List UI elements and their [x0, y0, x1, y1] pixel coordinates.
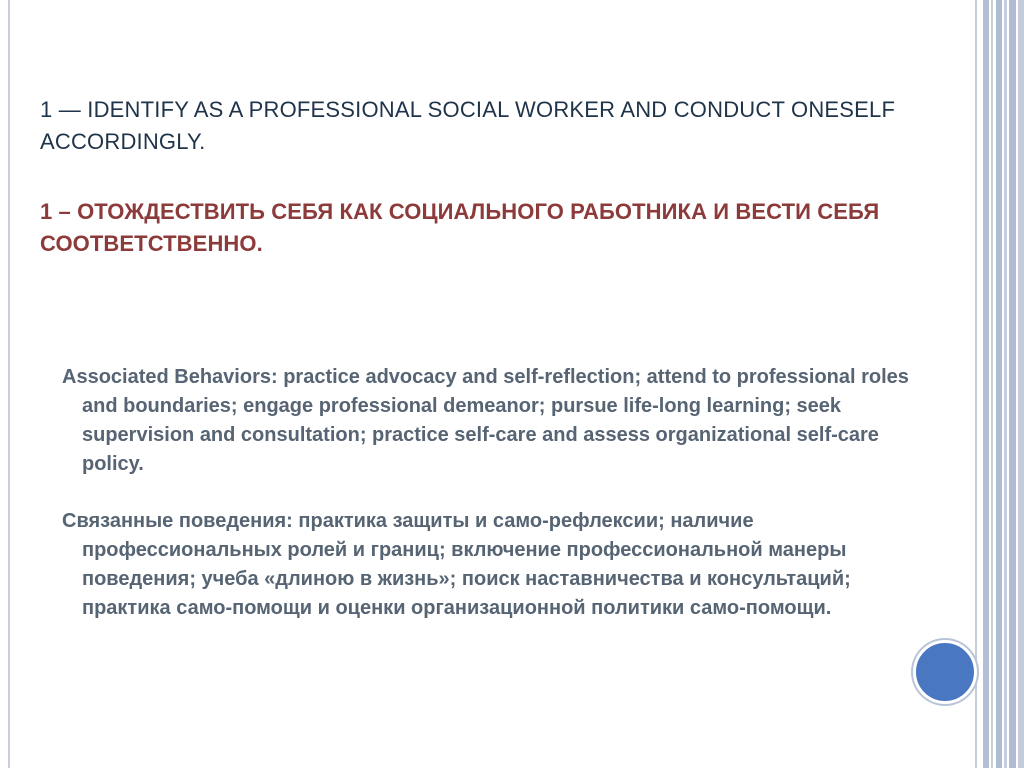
behaviors-english: Associated Behaviors: practice advocacy and self-reflection; attend to professional roles and boundaries; engage professional demeanor; pursue life-long learning; seek supervision and consultation; practice self-care and assess organizational self-care policy.: [62, 366, 909, 475]
title-russian: 1 – ОТОЖДЕСТВИТЬ СЕБЯ КАК СОЦИАЛЬНОГО РАБОТНИКА И ВЕСТИ СЕБЯ СООТВЕТСТВЕННО.: [40, 199, 880, 256]
decor-stripe: [975, 0, 977, 768]
decor-stripe: [996, 0, 1002, 768]
behaviors-russian: Связанные поведения: практика защиты и само-рефлексии; наличие профессиональных ролей и границ; включение профессиональной манеры поведения; учеба «длиною в жизнь»; поиск наставничества и консультаций; практика само-помощи и оценки организационной политики само-помощи.: [62, 510, 851, 619]
decor-stripe: [991, 0, 993, 768]
decor-stripe: [1004, 0, 1007, 768]
title-english: 1 — IDENTIFY AS A PROFESSIONAL SOCIAL WORKER AND CONDUCT ONESELF ACCORDINGLY.: [40, 97, 896, 154]
decor-circle: [913, 640, 977, 704]
left-border-line: [8, 0, 10, 768]
decor-stripe: [983, 0, 989, 768]
decor-stripe: [1009, 0, 1016, 768]
decor-stripe: [1018, 0, 1024, 768]
